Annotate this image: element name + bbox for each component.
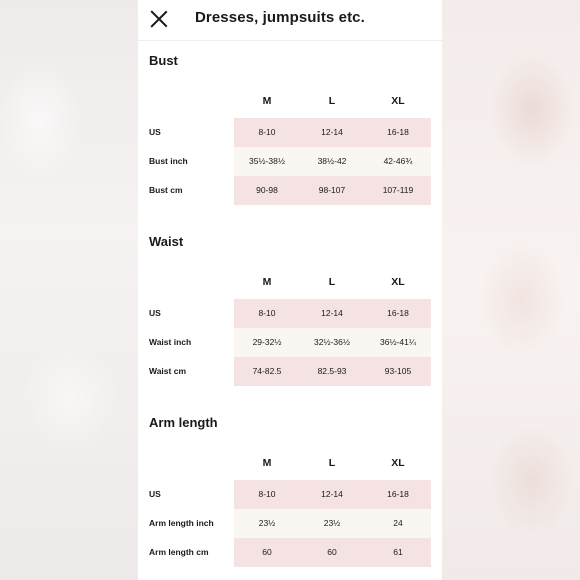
table-cell: 24 <box>393 518 403 528</box>
row-label: Bust cm <box>149 185 183 195</box>
row-label: US <box>149 489 161 499</box>
column-header-m: M <box>262 276 272 288</box>
table-cell: 60 <box>262 547 272 557</box>
table-cell: 90-98 <box>256 185 278 195</box>
row-label: Arm length inch <box>149 518 214 528</box>
table-row <box>138 147 442 176</box>
section-title: Waist <box>149 234 184 249</box>
table-cell: 16-18 <box>387 308 409 318</box>
table-cell: 12-14 <box>321 127 343 137</box>
column-header-xl: XL <box>391 95 405 107</box>
table-row <box>138 509 442 538</box>
table-cell: 16-18 <box>387 127 409 137</box>
table-cell: 60 <box>327 547 337 557</box>
table-cell: 38½-42 <box>317 156 347 166</box>
column-header-xl: XL <box>391 457 405 469</box>
row-label: US <box>149 308 161 318</box>
row-label: US <box>149 127 161 137</box>
table-cell: 82.5-93 <box>317 366 347 376</box>
table-row <box>138 328 442 357</box>
column-header-l: L <box>328 95 336 107</box>
table-cell: 8-10 <box>258 127 276 137</box>
size-guide-panel <box>138 0 442 580</box>
table-cell: 93-105 <box>384 366 412 376</box>
table-cell: 29-32½ <box>252 337 282 347</box>
background-right-blur <box>442 0 580 580</box>
panel-header <box>138 0 442 41</box>
table-cell: 61 <box>393 547 403 557</box>
page-title: Dresses, jumpsuits etc. <box>195 9 365 26</box>
table-cell: 12-14 <box>321 308 343 318</box>
table-row <box>138 538 442 567</box>
table-cell: 107-119 <box>382 185 414 195</box>
row-label: Waist cm <box>149 366 187 376</box>
section-title: Bust <box>149 53 178 68</box>
table-row <box>138 176 442 205</box>
table-cell: 36½-41¼ <box>380 337 416 347</box>
row-label: Arm length cm <box>149 547 209 557</box>
table-cell: 8-10 <box>258 489 276 499</box>
table-row <box>138 299 442 328</box>
table-row <box>138 357 442 386</box>
table-cell: 23½ <box>258 518 276 528</box>
column-header-l: L <box>328 457 336 469</box>
table-cell: 98-107 <box>318 185 346 195</box>
table-cell: 23½ <box>323 518 341 528</box>
close-icon[interactable] <box>149 9 169 29</box>
column-header-l: L <box>328 276 336 288</box>
section-title: Arm length <box>149 415 218 430</box>
row-label: Waist inch <box>149 337 192 347</box>
column-header-m: M <box>262 457 272 469</box>
table-cell: 16-18 <box>387 489 409 499</box>
table-cell: 8-10 <box>258 308 276 318</box>
table-cell: 32½-36½ <box>314 337 350 347</box>
table-cell: 74-82.5 <box>252 366 282 376</box>
column-header-xl: XL <box>391 276 405 288</box>
background-left-blur <box>0 0 138 580</box>
column-header-m: M <box>262 95 272 107</box>
table-cell: 42-46¾ <box>383 156 413 166</box>
table-cell: 12-14 <box>321 489 343 499</box>
table-cell: 35½-38½ <box>249 156 285 166</box>
row-label: Bust inch <box>149 156 188 166</box>
table-row <box>138 480 442 509</box>
table-row <box>138 118 442 147</box>
